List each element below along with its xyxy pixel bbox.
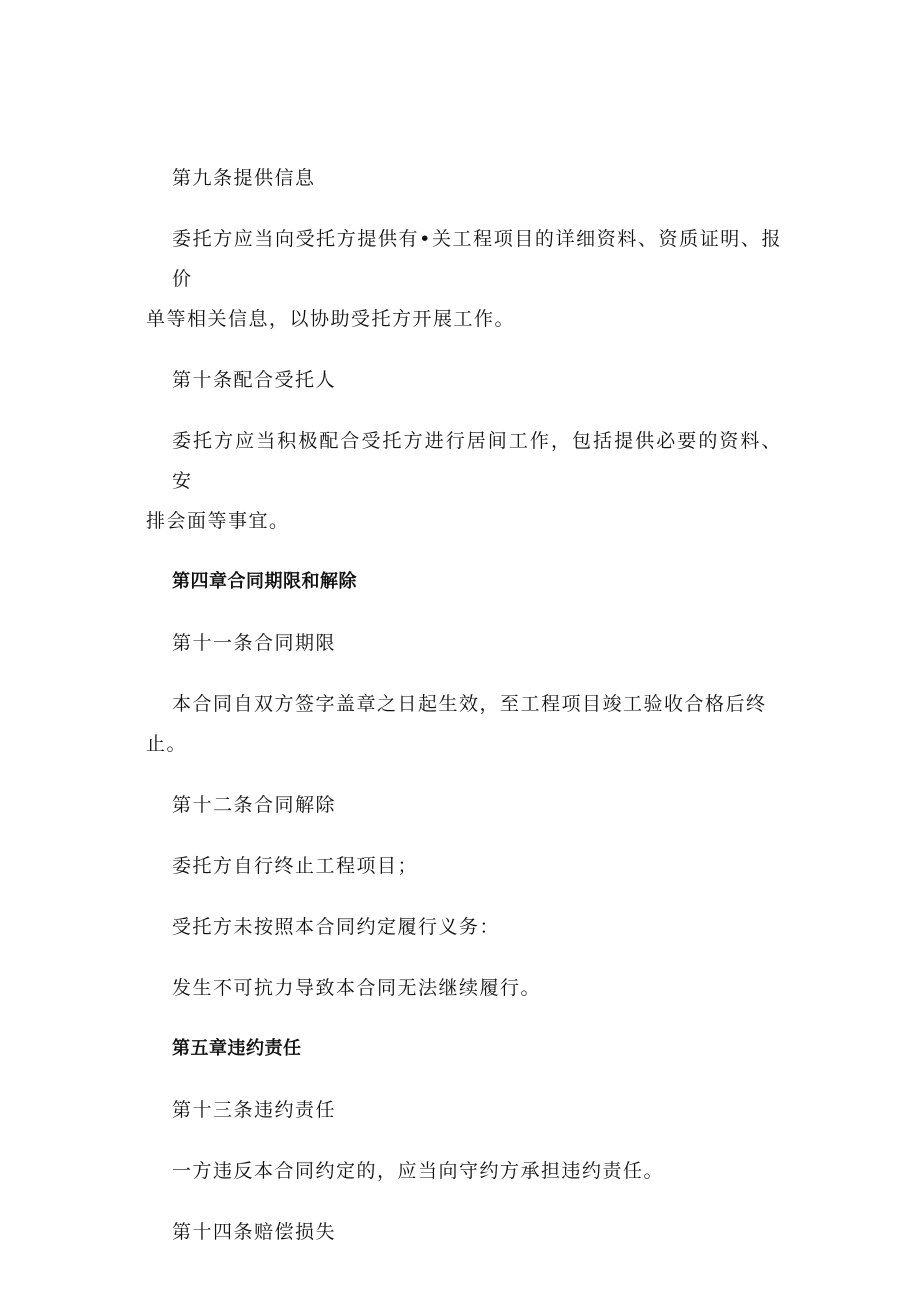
body-paragraph xyxy=(146,219,782,339)
body-paragraph: 委托方自行终止工程项目； xyxy=(172,855,419,877)
chapter-heading: 第五章违约责任 xyxy=(172,1038,302,1059)
article-heading: 第十条配合受托人 xyxy=(172,369,337,391)
body-paragraph: 受托方未按照本合同约定履行义务： xyxy=(172,916,501,938)
article-heading: 第十二条合同解除 xyxy=(172,794,337,816)
paragraph-line: 本合同自双方签字盖章之日起生效，至工程项目竣工验收合格后终 xyxy=(172,693,767,715)
article-heading: 第十一条合同期限 xyxy=(172,632,337,654)
body-paragraph xyxy=(146,684,782,764)
chapter-heading: 第四章合同期限和解除 xyxy=(172,571,357,592)
body-paragraph: 发生不可抗力导致本合同无法继续履行。 xyxy=(172,977,542,999)
document-body xyxy=(146,158,782,1273)
paragraph-continuation: 排会面等事宜。 xyxy=(146,510,290,532)
body-paragraph xyxy=(146,421,782,541)
article-heading: 第十三条违约责任 xyxy=(172,1099,337,1121)
paragraph-continuation: 单等相关信息，以协助受托方开展工作。 xyxy=(146,308,516,330)
paragraph-line: 委托方应当积极配合受托方进行居间工作，包括提供必要的资料、安 xyxy=(172,430,782,492)
article-heading: 第九条提供信息 xyxy=(172,167,316,189)
paragraph-line: 委托方应当向受托方提供有•关工程项目的详细资料、资质证明、报价 xyxy=(172,228,782,290)
paragraph-continuation: 止。 xyxy=(146,733,188,755)
article-heading: 第十四条赔偿损失 xyxy=(172,1221,337,1243)
body-paragraph: 一方违反本合同约定的，应当向守约方承担违约责任。 xyxy=(172,1160,665,1182)
